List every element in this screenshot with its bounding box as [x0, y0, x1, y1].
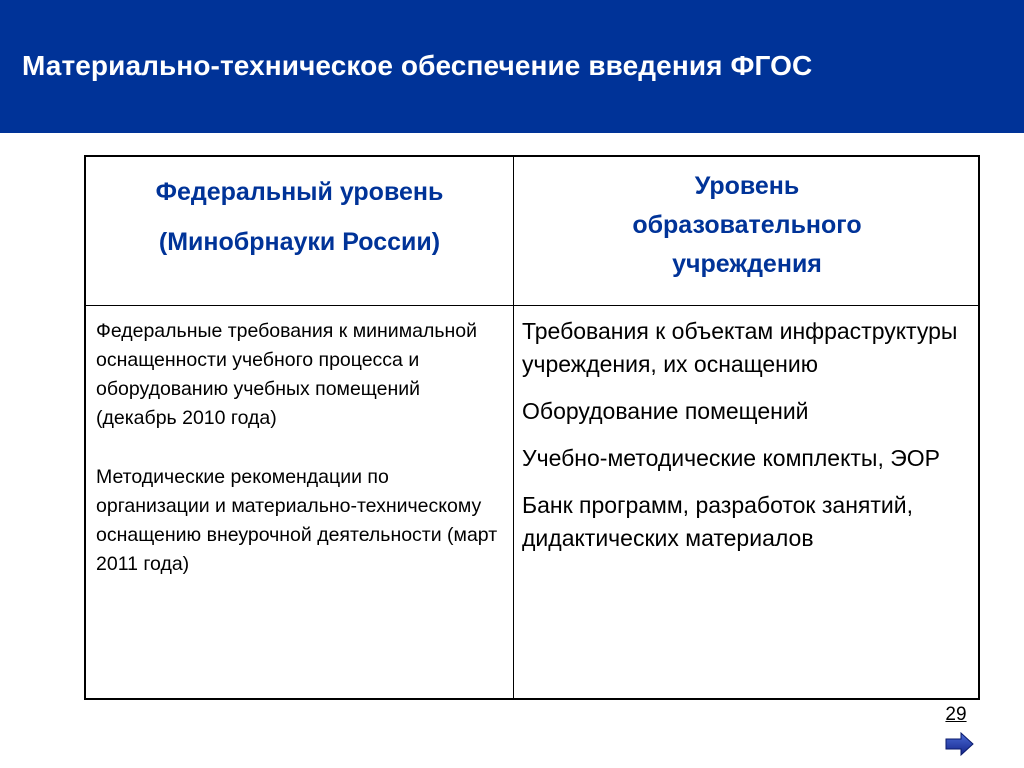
institution-level-cell: [522, 315, 977, 569]
column-header-federal-line: (Минобрнауки России): [158, 228, 441, 256]
page-title: Материально-техническое обеспечение введения ФГОС: [22, 50, 813, 81]
federal-level-cell: [96, 317, 506, 579]
list-item: Федеральные требования к минимальной оснащенности учебного процесса и оборудованию учебных помещений (декабрь 2010 года): [96, 320, 477, 429]
list-item: Методические рекомендации по организации и материально-техническому оснащению внеурочной деятельности (март 2011 года): [96, 466, 498, 575]
arrow-right-icon[interactable]: [944, 731, 974, 757]
column-header-institution-line: образовательного: [632, 211, 862, 239]
comparison-table: [84, 155, 980, 700]
column-header-institution-line: учреждения: [672, 250, 822, 278]
column-header-institution-line: Уровень: [694, 172, 800, 200]
header-row-divider: [86, 305, 978, 306]
list-item: Учебно-методические комплекты, ЭОР: [522, 445, 941, 471]
column-header-institution: [514, 167, 980, 284]
list-item: Банк программ, разработок занятий, дидактических материалов: [522, 492, 913, 551]
list-item: Требования к объектам инфраструктуры учреждения, их оснащению: [522, 318, 958, 377]
column-header-federal-line: Федеральный уровень: [155, 178, 444, 206]
column-header-federal: [86, 167, 513, 267]
list-item: Оборудование помещений: [522, 398, 809, 424]
page-number[interactable]: 29: [945, 704, 967, 725]
header-bar: [0, 0, 1024, 133]
